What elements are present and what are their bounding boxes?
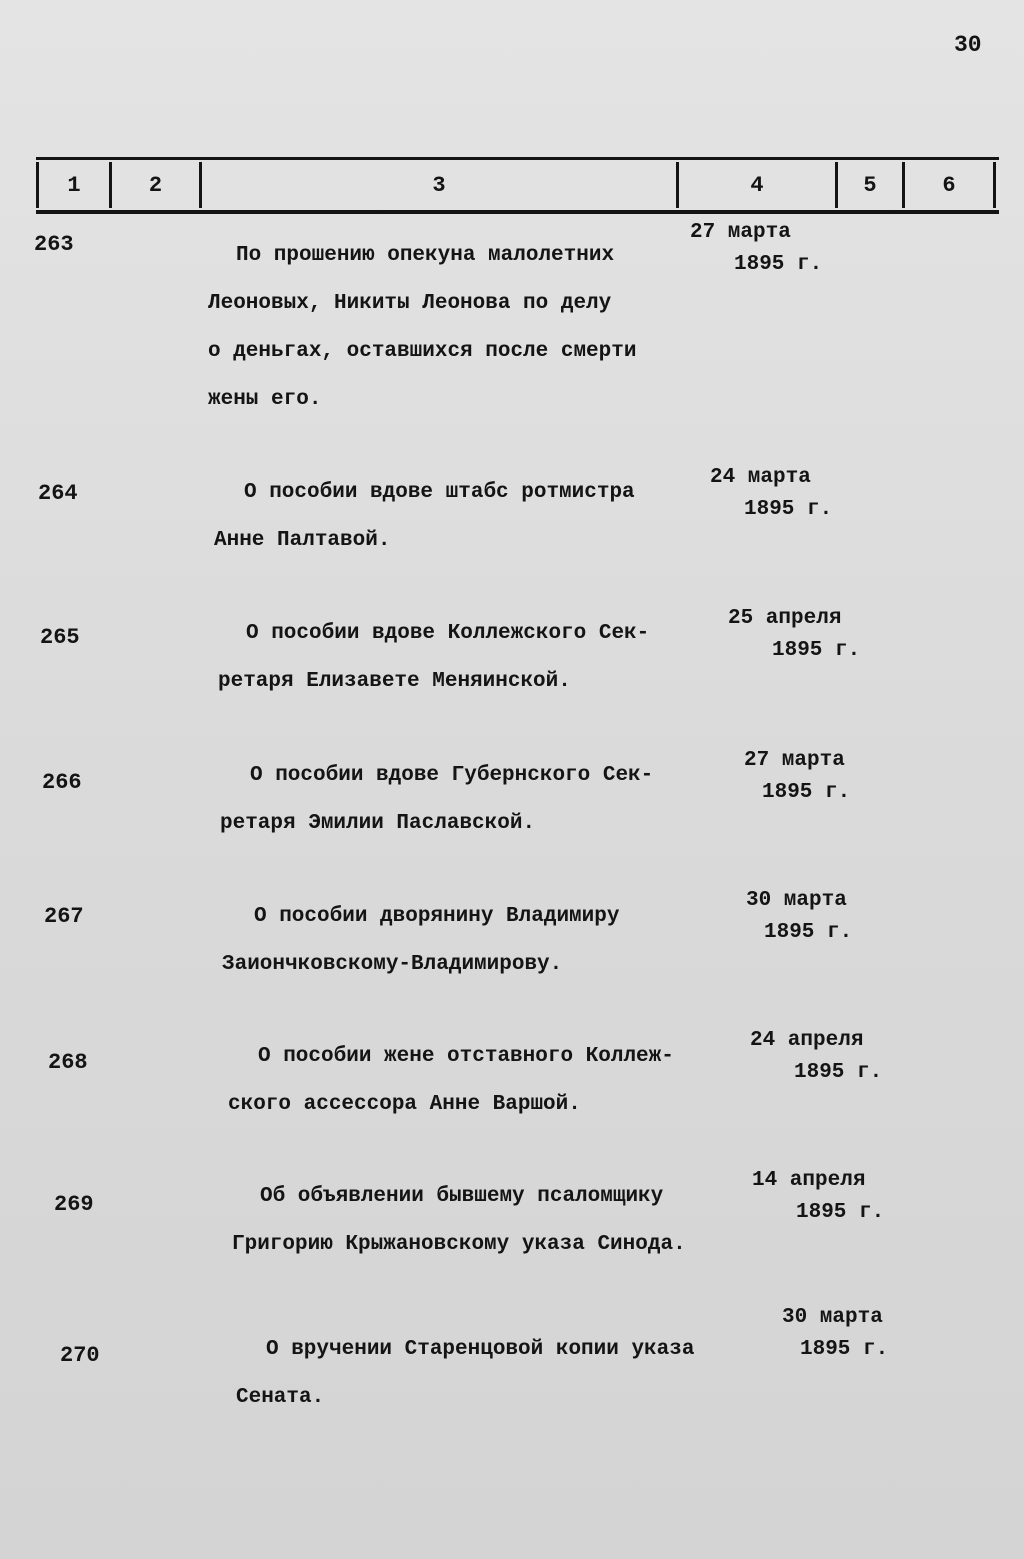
description-line: ского ассессора Анне Варшой. (228, 1093, 581, 1116)
column-divider (993, 162, 996, 208)
entry-number: 269 (54, 1192, 94, 1217)
description-line: О пособии жене отставного Коллеж- (258, 1045, 674, 1068)
entry-date (690, 217, 822, 281)
date-day: 30 марта (782, 1306, 883, 1329)
description-line: о деньгах, оставшихся после смерти (208, 340, 637, 363)
date-day: 14 апреля (752, 1169, 866, 1192)
entry-date (750, 1025, 882, 1089)
entry-number: 266 (42, 770, 82, 795)
entry-date (744, 745, 850, 809)
entry-description (222, 893, 619, 989)
entry-number: 268 (48, 1050, 88, 1075)
column-header-table (36, 157, 999, 214)
description-line: ретаря Эмилии Паславской. (220, 812, 536, 835)
description-line: Заиончковскому-Владимирову. (222, 953, 563, 976)
date-year: 1895 г. (734, 253, 823, 276)
date-year: 1895 г. (796, 1201, 885, 1224)
description-line: По прошению опекуна малолетних (236, 244, 615, 267)
date-day: 27 марта (744, 749, 845, 772)
description-line: жены его. (208, 388, 322, 411)
description-line: О пособии вдове Губернского Сек- (250, 764, 654, 787)
entry-description (236, 1326, 694, 1422)
entry-description (214, 469, 635, 565)
date-day: 30 марта (746, 889, 847, 912)
column-header-3: 3 (432, 172, 446, 198)
date-year: 1895 г. (772, 639, 861, 662)
column-header-6: 6 (942, 172, 956, 198)
description-line: Об объявлении бывшему псаломщику (260, 1185, 664, 1208)
description-line: Леоновых, Никиты Леонова по делу (208, 292, 612, 315)
description-line: Григорию Крыжановскому указа Синода. (232, 1233, 686, 1256)
entry-description (208, 232, 636, 424)
page-number: 30 (954, 32, 982, 58)
entry-number: 263 (34, 232, 74, 257)
entry-description (228, 1033, 674, 1129)
entry-number: 265 (40, 625, 80, 650)
column-header-2: 2 (148, 172, 163, 198)
entry-date (710, 462, 832, 526)
description-line: О пособии вдове штабс ротмистра (244, 481, 635, 504)
date-year: 1895 г. (744, 498, 833, 521)
date-year: 1895 г. (800, 1338, 889, 1361)
entry-date (746, 885, 852, 949)
entry-date (728, 603, 860, 667)
entry-date (782, 1302, 888, 1366)
column-header-4: 4 (750, 172, 764, 198)
date-day: 25 апреля (728, 607, 842, 630)
entry-number: 270 (60, 1343, 100, 1368)
column-header-1: 1 (67, 172, 81, 198)
date-day: 24 апреля (750, 1029, 864, 1052)
description-line: О пособии вдове Коллежского Сек- (246, 622, 650, 645)
description-line: О вручении Старенцовой копии указа (266, 1338, 695, 1361)
date-year: 1895 г. (794, 1061, 883, 1084)
entry-number: 264 (38, 481, 78, 506)
date-day: 24 марта (710, 466, 811, 489)
entry-description (232, 1173, 686, 1269)
entry-date (752, 1165, 884, 1229)
date-year: 1895 г. (764, 921, 853, 944)
description-line: О пособии дворянину Владимиру (254, 905, 620, 928)
date-day: 27 марта (690, 221, 791, 244)
description-line: Сената. (236, 1386, 325, 1409)
description-line: Анне Палтавой. (214, 529, 391, 552)
entry-number: 267 (44, 904, 84, 929)
description-line: ретаря Елизавете Меняинской. (218, 670, 571, 693)
entry-description (218, 610, 649, 706)
column-header-5: 5 (863, 172, 877, 198)
date-year: 1895 г. (762, 781, 851, 804)
entry-description (220, 752, 653, 848)
